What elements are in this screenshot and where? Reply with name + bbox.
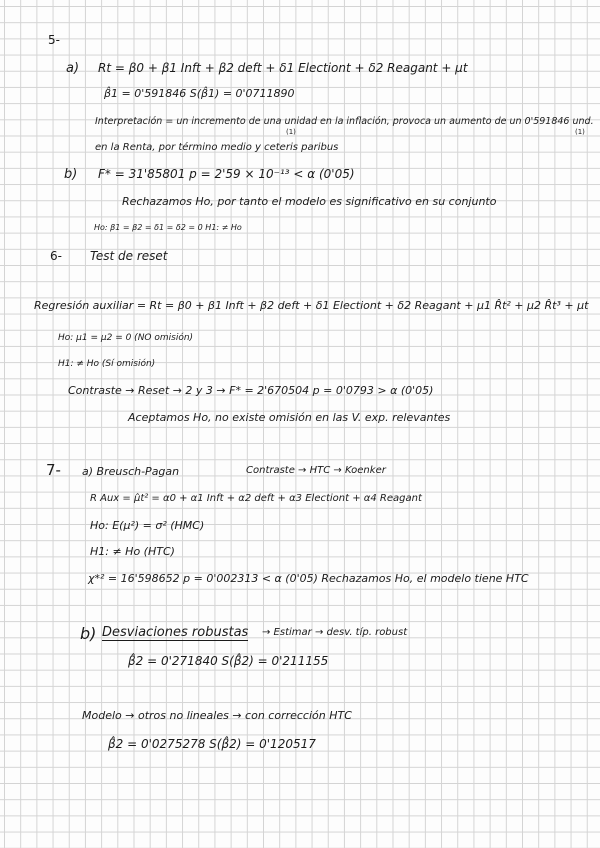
q6-h0: Ho: μ1 = μ2 = 0 (NO omisión) — [58, 333, 194, 343]
q5-part-a-label: a) — [66, 61, 80, 76]
q7-h0: Ho: E(μ²) = σ² (HMC) — [90, 519, 205, 532]
q5-f-test: F* = 31'85801 p = 2'59 × 10⁻¹³ < α (0'05) — [98, 167, 355, 181]
q5-beta1-estimate: β̂1 = 0'591846 S(β̂1) = 0'0711890 — [104, 87, 295, 100]
q7-robust-estimate: β̂2 = 0'271840 S(β̂2) = 0'211155 — [128, 654, 329, 668]
q6-conclusion: Aceptamos Ho, no existe omisión en las V. exp. relevantes — [128, 411, 451, 424]
q7-corrected-estimate: β̂2 = 0'0275278 S(β̂2) = 0'120517 — [108, 737, 316, 751]
question-7-number: 7- — [46, 461, 61, 479]
q7-part-b-path: → Estimar → desv. típ. robust — [262, 627, 408, 638]
q7-part-b-title: Desviaciones robustas — [102, 625, 249, 640]
q5-interpretation-continued: en la Renta, por término medio y ceteris paribus — [95, 142, 339, 153]
question-6-number: 6- — [50, 249, 62, 263]
question-5-number: 5- — [48, 33, 60, 47]
q5-unit-mark-2: (1) — [575, 128, 585, 136]
q5-hypotheses: Ho: β1 = β2 = δ1 = δ2 = 0 H1: ≠ Ho — [94, 223, 242, 232]
q7-part-b-label: b) — [80, 624, 97, 643]
q7-part-a-title: a) Breusch-Pagan — [82, 465, 180, 478]
q6-contrast: Contraste → Reset → 2 y 3 → F* = 2'670504 p = 0'0793 > α (0'05) — [68, 384, 434, 397]
q7-h1: H1: ≠ Ho (HTC) — [90, 545, 175, 558]
q5-unit-mark-1: (1) — [286, 128, 296, 136]
q7-auxiliary-regression: R Aux = μ̂t² = α0 + α1 Inft + α2 deft + α3 Electiont + α4 Reagant — [90, 493, 422, 504]
q6-title: Test de reset — [90, 249, 168, 263]
q7-contrast: Contraste → HTC → Koenker — [246, 465, 386, 476]
q5-part-b-label: b) — [64, 167, 78, 182]
q5-model-equation: Rt = β0 + β1 Inft + β2 deft + δ1 Electiont + δ2 Reagant + μt — [98, 61, 468, 75]
q6-auxiliary-regression: Regresión auxiliar = Rt = β0 + β1 Inft + β2 deft + δ1 Electiont + δ2 Reagant + μ1 R̂t² + μ2 R̂t³ + μt — [34, 299, 589, 312]
q5-interpretation: Interpretación = un incremento de una unidad en la inflación, provoca un aumento de un 0'591846 und. — [95, 116, 594, 127]
q5-conclusion: Rechazamos Ho, por tanto el modelo es significativo en su conjunto — [122, 195, 497, 208]
q7-model-correction: Modelo → otros no lineales → con corrección HTC — [82, 709, 352, 722]
q7-chi-square-test: χ*² = 16'598652 p = 0'002313 < α (0'05) Rechazamos Ho, el modelo tiene HTC — [88, 572, 529, 585]
q6-h1: H1: ≠ Ho (Sí omisión) — [58, 359, 156, 369]
